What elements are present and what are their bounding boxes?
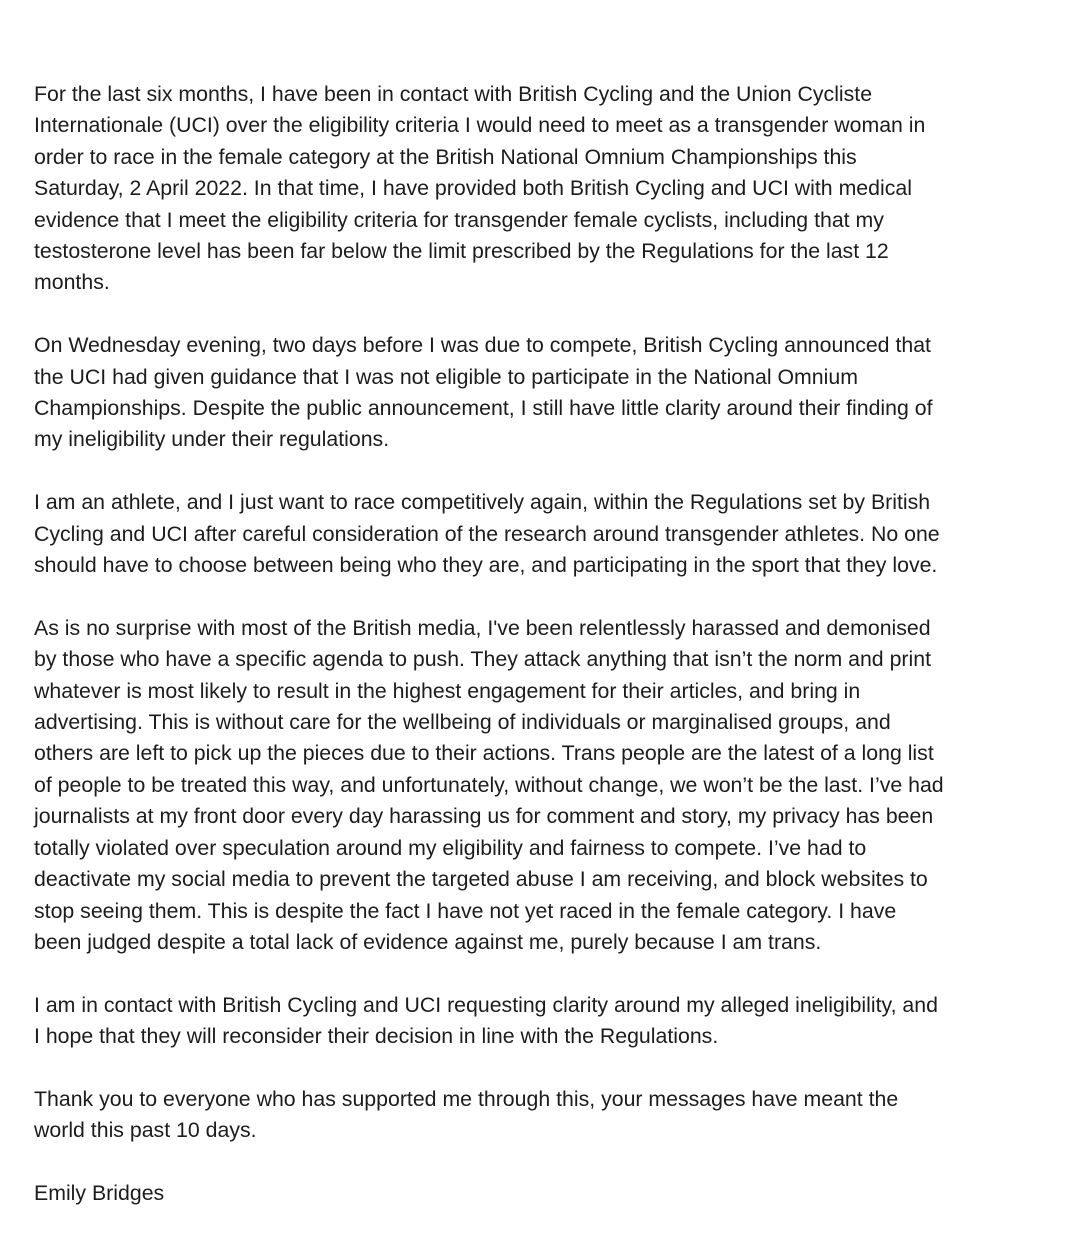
paragraph-thanks: Thank you to everyone who has supported me through this, your messages have meant the world this past 10 days. xyxy=(34,1086,899,1143)
statement-body xyxy=(34,79,1054,1210)
paragraph-media-harassment: As is no surprise with most of the British media, I've been relentlessly harassed and demonised by those who have a specific agenda to push. They attack anything that isn’t the norm and print whatever is most likely to result in the highest engagement for their articles, and bring in advertising. This is without care for the wellbeing of individuals or marginalised groups, and others are left to pick up the pieces due to their actions. Trans people are the latest of a long list of people to be treated this way, and unfortunately, without change, we won’t be the last. I’ve had journalists at my front door every day harassing us for comment and story, my privacy has been totally violated over speculation around my eligibility and fairness to compete. I’ve had to deactivate my social media to prevent the targeted abuse I am receiving, and block websites to stop seeing them. This is despite the fact I have not yet raced in the female category. I have been judged despite a total lack of evidence against me, purely because I am trans. xyxy=(34,615,944,954)
signature: Emily Bridges xyxy=(34,1181,165,1206)
paragraph-requesting-clarity: I am in contact with British Cycling and UCI requesting clarity around my alleged ineligibility, and I hope that they will reconsider their decision in line with the Regulations. xyxy=(34,992,938,1049)
paragraph-contact-with-federations: For the last six months, I have been in contact with British Cycling and the Union Cycliste Internationale (UCI) over the eligibility criteria I would need to meet as a transgender woman in order to race in the female category at the British National Omnium Championships this Saturday, 2 April 2022. In that time, I have provided both British Cycling and UCI with medical evidence that I meet the eligibility criteria for transgender female cyclists, including that my testosterone level has been far below the limit prescribed by the Regulations for the last 12 months. xyxy=(34,82,926,295)
paragraph-ineligibility-announcement: On Wednesday evening, two days before I was due to compete, British Cycling announced that the UCI had given guidance that I was not eligible to participate in the National Omnium Championships. Despite the public announcement, I still have little clarity around their finding of my ineligibility under their regulations. xyxy=(34,333,933,452)
paragraph-athlete-wish: I am an athlete, and I just want to race competitively again, within the Regulations set by British Cycling and UCI after careful consideration of the research around transgender athletes. No one should have to choose between being who they are, and participating in the sport that they love. xyxy=(34,490,940,578)
